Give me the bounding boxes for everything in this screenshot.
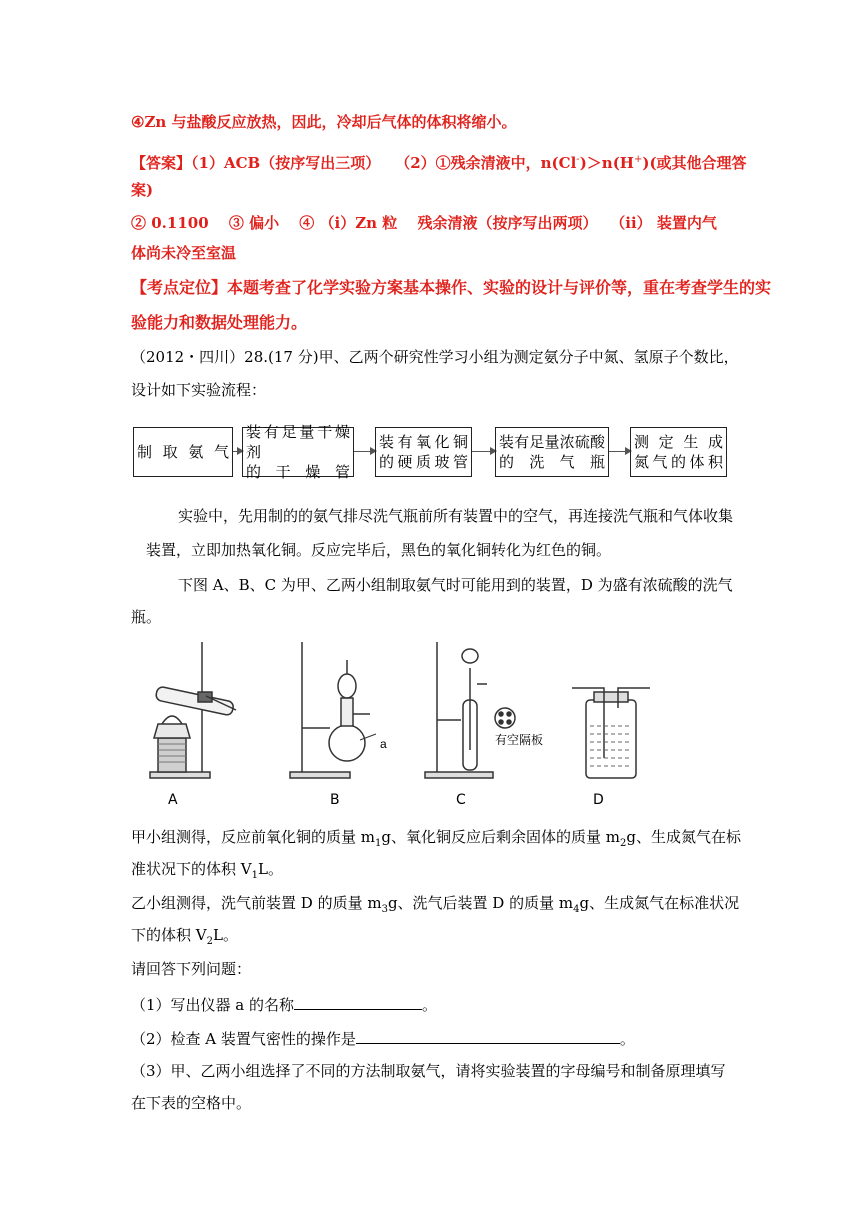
para1-line2: 装置，立即加热氧化铜。反应完毕后，黑色的氧化铜转化为红色的铜。 — [146, 541, 612, 559]
flow-box-4 — [495, 427, 609, 477]
ask-line: 请回答下列问题： — [131, 960, 252, 978]
flow-text: 的硬质玻管 — [379, 453, 468, 471]
flow-box-5 — [630, 427, 727, 477]
text: L。 — [257, 860, 283, 878]
kaodian-text: 本题考查了化学实验方案基本操作、实验的设计与评价等，重在考查学生的实 — [227, 278, 772, 297]
apparatus-b — [290, 642, 376, 778]
apparatus-c — [425, 642, 515, 778]
apparatus-label-c: C — [456, 792, 466, 808]
para2-line2: 瓶。 — [131, 608, 162, 626]
jia-line-1 — [131, 827, 741, 854]
flow-text: 装有氧化铜 — [379, 433, 468, 451]
apparatus-a — [150, 642, 236, 778]
kaodian-line-2: 验能力和数据处理能力。 — [131, 313, 308, 332]
apparatus-label-d: D — [593, 792, 604, 808]
blank-q2[interactable] — [356, 1027, 620, 1044]
text: 甲小组测得，反应前氧化铜的质量 m — [131, 828, 375, 846]
flow-text: 制取氨气 — [137, 443, 229, 461]
jia-line-2 — [131, 859, 283, 886]
q2-line — [131, 1027, 635, 1049]
text: 。 — [422, 996, 438, 1014]
flow-text: 测 定 生 成 — [634, 433, 723, 451]
text: 乙小组测得，洗气前装置 D 的质量 m — [131, 894, 382, 912]
answer-line-1: ④Zn 与盐酸反应放热，因此，冷却后气体的体积将缩小。 — [131, 113, 517, 131]
answer-tag: 【答案】 — [131, 154, 192, 172]
sup: + — [633, 154, 643, 165]
text: （2）检查 A 装置气密性的操作是 — [131, 1030, 356, 1048]
q3-line-2: 在下表的空格中。 — [131, 1094, 252, 1112]
flow-text: 的 洗 气 瓶 — [499, 453, 605, 471]
sub: 2 — [206, 936, 213, 947]
apparatus-label-a: A — [168, 792, 178, 808]
text: L。 — [212, 926, 238, 944]
text: g、生成氮气在标准状况 — [579, 894, 740, 912]
sub: 2 — [619, 838, 627, 849]
sub: 1 — [375, 838, 382, 849]
answer-text: )(或其他合理答 — [642, 154, 747, 172]
flow-text: 装有足量干燥剂 — [246, 423, 350, 461]
sub: 1 — [251, 870, 258, 881]
sub: 4 — [573, 904, 580, 915]
sub: 3 — [381, 904, 388, 915]
label-a: a — [380, 737, 387, 751]
answer-text: )＞n(H — [579, 154, 634, 172]
answer-line-4: 体尚未冷至室温 — [131, 244, 237, 262]
text: 。 — [619, 1030, 635, 1048]
text: g、生成氮气在标 — [626, 828, 741, 846]
sup: - — [576, 154, 580, 165]
text: 准状况下的体积 V — [131, 860, 252, 878]
yi-line-2 — [131, 925, 238, 952]
para2-line1: 下图 A、B、C 为甲、乙两小组制取氨气时可能用到的装置，D 为盛有浓硫酸的洗气 — [178, 576, 733, 594]
apparatus-label-b: B — [330, 792, 340, 808]
kaodian-line — [131, 278, 771, 298]
apparatus-figure — [140, 640, 660, 790]
text: 下的体积 V — [131, 926, 207, 944]
text: g、洗气后装置 D 的质量 m — [387, 894, 574, 912]
flow-arrow — [354, 451, 376, 452]
question-intro-1: （2012・四川）28.(17 分)甲、乙两个研究性学习小组为测定氨分子中氮、氢原子个数比， — [131, 348, 739, 366]
answer-line-3: ② 0.1100 ③ 偏小 ④ （ⅰ）Zn 粒 残余清液（按序写出两项） （ⅱ） 装置内气 — [131, 214, 717, 232]
flow-box-1 — [133, 427, 233, 477]
text: g、氧化铜反应后剩余固体的质量 m — [381, 828, 620, 846]
flow-text: 的 干 燥 管 — [246, 463, 350, 481]
answer-line — [131, 150, 747, 173]
para1-line1: 实验中，先用制的的氨气排尽洗气瓶前所有装置中的空气，再连接洗气瓶和气体收集 — [178, 507, 734, 525]
answer-text: （1）ACB（按序写出三项） （2）①残余清液中，n(Cl — [191, 154, 577, 172]
flow-text: 氮气的体积 — [634, 453, 723, 471]
apparatus-d — [572, 688, 650, 778]
kaodian-tag: 【考点定位】 — [131, 278, 228, 297]
flow-text: 装有足量浓硫酸 — [499, 433, 605, 451]
label-plate: 有空隔板 — [495, 733, 544, 747]
q3-line-1: （3）甲、乙两小组选择了不同的方法制取氨气，请将实验装置的字母编号和制备原理填写 — [131, 1062, 726, 1080]
q1-line — [131, 993, 437, 1015]
yi-line-1 — [131, 893, 739, 920]
flow-arrow — [472, 451, 496, 452]
blank-q1[interactable] — [294, 993, 422, 1010]
flow-box-2 — [242, 423, 354, 481]
text: （1）写出仪器 a 的名称 — [131, 996, 295, 1014]
flow-box-3 — [375, 427, 472, 477]
answer-line-2: 案) — [131, 181, 154, 199]
question-intro-2: 设计如下实验流程： — [131, 381, 267, 399]
flow-arrow — [609, 451, 631, 452]
